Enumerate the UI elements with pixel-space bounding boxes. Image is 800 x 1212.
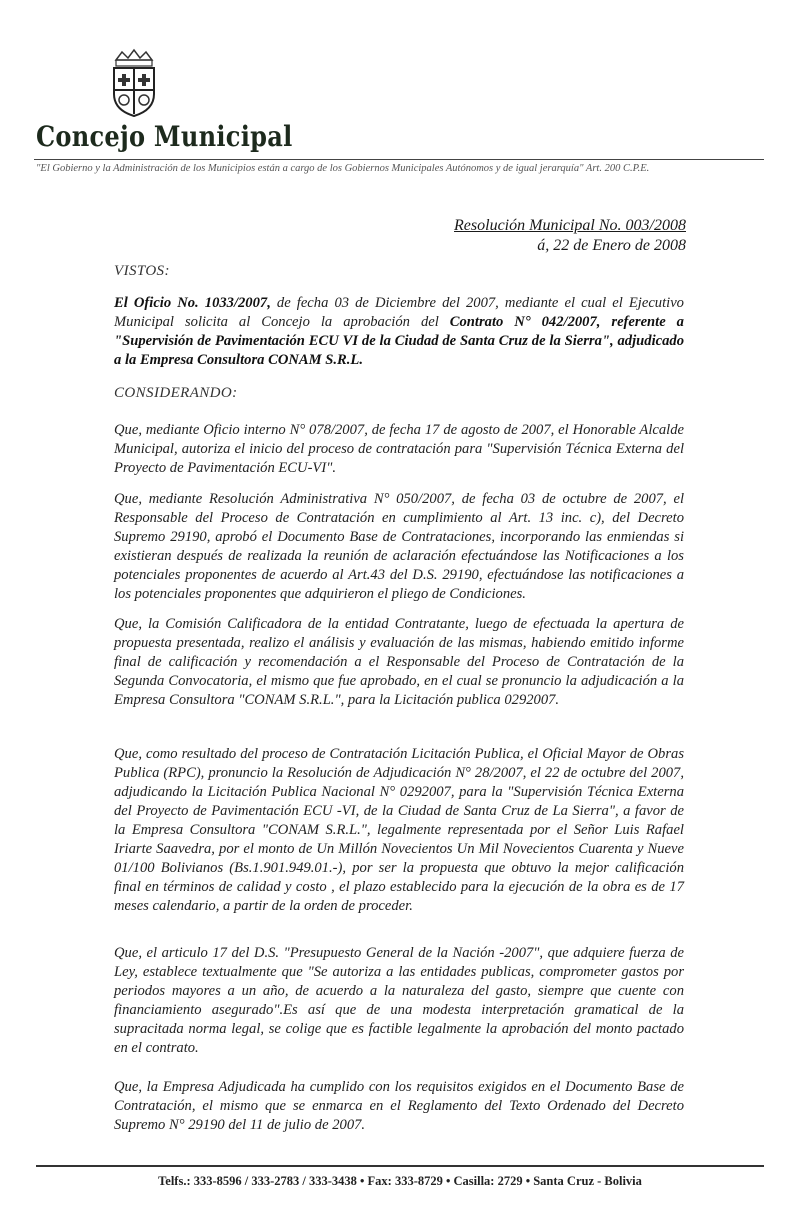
vistos-paragraph bbox=[114, 294, 684, 370]
considerando-paragraph-2: Que, mediante Resolución Administrativa N° 050/2007, de fecha 03 de octubre de 2007, el Responsable del Proceso de Contratación en cumplimiento al Art. 13 inc. c), del Decreto Supremo 29190, aprobó el Documento Base de Contrataciones, incorporando las enmiendas si existieran después de realizada la reunión de aclaración efectuándose las Notificaciones a los potenciales proponentes de acuerdo al Art.43 del D.S. 29190, efectuándose las notificaciones a los potenciales proponentes que adquirieron el pliego de Condiciones. bbox=[114, 491, 684, 602]
municipal-coat-of-arms-icon bbox=[108, 46, 160, 118]
contract-reference: Contrato N° 042/2007, referente a "Supervisión de Pavimentación ECU VI de la Ciudad de Santa Cruz de la Sierra", adjudicado a la Empresa Consultora CONAM S.R.L. bbox=[114, 314, 684, 368]
considerando-paragraph-3: Que, la Comisión Calificadora de la entidad Contratante, luego de efectuada la apertura de propuesta presentada, realizo el análisis y evaluación de las mismas, habiendo emitido informe final de calificación y recomendación a el Responsable del Proceso de Contratación de la Segunda Convocatoria, el mismo que fue aprobado, en el cual se pronuncio la adjudicación a la Empresa Consultora "CONAM S.R.L.", para la Licitación publica 0292007. bbox=[114, 616, 684, 708]
footer-divider bbox=[36, 1165, 764, 1167]
considerando-paragraph-6: Que, la Empresa Adjudicada ha cumplido con los requisitos exigidos en el Documento Base de Contratación, el mismo que se enmarca en el Reglamento del Texto Ordenado del Decreto Supremo N° 29190 del 11 de julio de 2007. bbox=[114, 1079, 684, 1133]
oficio-reference: El Oficio No. 1033/2007, bbox=[114, 295, 271, 311]
header-divider bbox=[34, 159, 764, 160]
considerando-paragraph-1: Que, mediante Oficio interno N° 078/2007, de fecha 17 de agosto de 2007, el Honorable Alcalde Municipal, autoriza el inicio del proceso de contratación para "Supervisión Técnica Externa del Proyecto de Pavimentación ECU-VI". bbox=[114, 422, 684, 476]
vistos-heading: VISTOS: bbox=[114, 263, 170, 279]
resolution-date: á, 22 de Enero de 2008 bbox=[537, 237, 686, 254]
considerando-heading: CONSIDERANDO: bbox=[114, 385, 238, 401]
vistos-text: de fecha 03 de Diciembre del 2007, mediante el cual el Ejecutivo Municipal solicita al Concejo la aprobación del bbox=[114, 295, 684, 330]
considerando-paragraph-5: Que, el articulo 17 del D.S. "Presupuesto General de la Nación -2007", que adquiere fuerza de Ley, establece textualmente que "Se autoriza a las entidades publicas, comprometer gastos por periodos mayores a un año, de acuerdo a la naturaleza del gasto, siempre que cuente con financiamiento asegurado".Es así que de una modesta interpretación gramatical de la supracitada norma legal, se colige que es factible legalmente la aprobación del monto pactado en el contrato. bbox=[114, 945, 684, 1056]
resolution-number: Resolución Municipal No. 003/2008 bbox=[454, 217, 686, 234]
constitutional-motto: "El Gobierno y la Administración de los Municipios están a cargo de los Gobiernos Municipales Autónomos y de igual jerarquía" Art. 200 C.P.E. bbox=[36, 163, 650, 174]
footer-contact: Telfs.: 333-8596 / 333-2783 / 333-3438 • Fax: 333-8729 • Casilla: 2729 • Santa Cruz - Bolivia bbox=[158, 1174, 642, 1188]
organization-name: Concejo Municipal bbox=[36, 120, 293, 153]
considerando-paragraph-4: Que, como resultado del proceso de Contratación Licitación Publica, el Oficial Mayor de Obras Publica (RPC), pronuncio la Resolución de Adjudicación N° 28/2007, el 22 de octubre del 2007, adjudicando la Licitación Publica Nacional N° 0292007, para la "Supervisión Técnica Externa del Proyecto de Pavimentación ECU -VI, de la Ciudad de Santa Cruz de La Sierra", a favor de la Empresa Consultora "CONAM S.R.L.", legalmente representada por el Señor Luis Rafael Iriarte Saavedra, por el monto de Un Millón Novecientos Un Mil Novecientos Cuarenta y Nueve 01/100 Bolivianos (Bs.1.901.949.01.-), por ser la propuesta que obtuvo la mejor calificación final en términos de calidad y costo , el plazo establecido para la ejecución de la obra es de 17 meses calendario, a partir de la orden de proceder. bbox=[114, 746, 684, 914]
